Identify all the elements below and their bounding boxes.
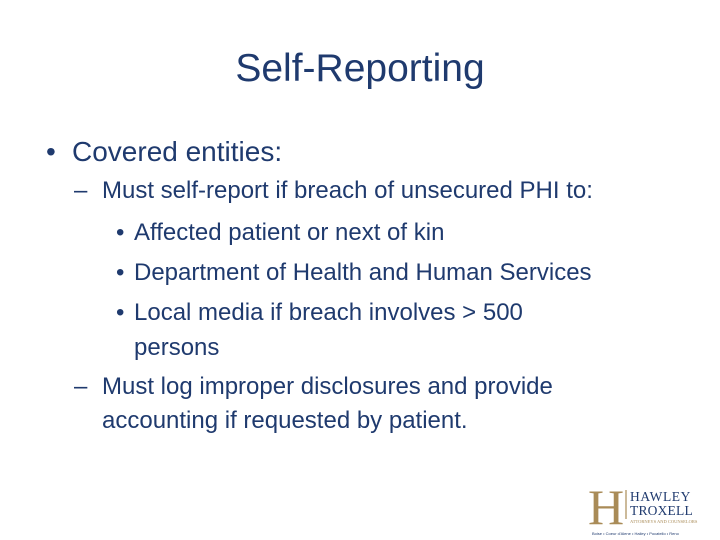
subsubbullet-hhs: Department of Health and Human Services [134, 259, 592, 286]
subsubbullet-affected-patient: Affected patient or next of kin [134, 219, 445, 246]
dash-marker: – [74, 373, 88, 400]
bullet-marker: • [116, 299, 125, 326]
dash-marker: – [74, 177, 88, 204]
subbullet-self-report: Must self-report if breach of unsecured PHI to: [102, 177, 593, 204]
logo-letter-h: H [588, 480, 625, 535]
logo-offices: Boise • Coeur d'Alene • Hailey • Pocatello • Reno [592, 531, 679, 536]
bullet-marker: • [116, 259, 125, 286]
hawley-troxell-logo [588, 480, 718, 540]
bullet-covered-entities: Covered entities: [72, 136, 283, 167]
subsubbullet-local-media-continuation: persons [134, 334, 220, 361]
logo-line1: HAWLEY [630, 489, 692, 504]
subbullet-log-disclosures-continuation: accounting if requested by patient. [102, 407, 468, 434]
logo-tagline: ATTORNEYS AND COUNSELORS [630, 519, 698, 524]
slide-title: Self-Reporting [235, 47, 485, 90]
bullet-marker: • [46, 136, 56, 167]
subsubbullet-local-media: Local media if breach involves > 500 [134, 299, 523, 326]
bullet-marker: • [116, 219, 125, 246]
logo-line2: TROXELL [630, 503, 693, 518]
subbullet-log-disclosures: Must log improper disclosures and provide [102, 373, 553, 400]
